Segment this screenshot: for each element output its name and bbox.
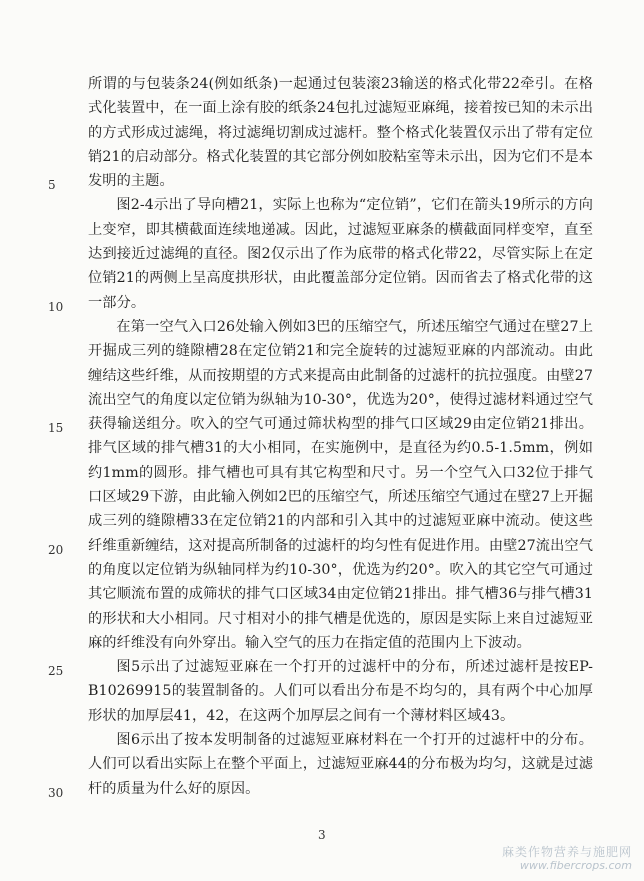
watermark-url: www.fibercrops.com bbox=[519, 859, 632, 872]
paragraph-1: 所谓的与包装条24(例如纸条)一起通过包装滚23输送的格式化带22牵引。在格式化装置中，在一面上涂有胶的纸条24包扎过滤短亚麻绳，接着按已知的未示出的方式形成过滤绳，将过滤绳切割成过滤杆。整个格式化装置仅示出了带有定位销21的启动部分。格式化装置的其它部分例如胶粘室等未示出，因为它们不是本发明的主题。 bbox=[88, 76, 593, 190]
line-number-15: 15 bbox=[48, 421, 64, 435]
line-number-30: 30 bbox=[48, 786, 64, 800]
paragraph-5: 图6示出了按本发明制备的过滤短亚麻材料在一个打开的过滤杆中的分布。人们可以看出实际上在整个平面上，过滤短亚麻44的分布极为均匀，这就是过滤杆的质量为什么好的原因。 bbox=[88, 732, 593, 797]
body-text bbox=[88, 72, 593, 801]
line-number-25: 25 bbox=[48, 664, 64, 678]
line-number-20: 20 bbox=[48, 543, 64, 557]
watermark-text: 麻类作物营养与施肥网 bbox=[501, 845, 632, 859]
paragraph-3: 在第一空气入口26处输入例如3巴的压缩空气，所述压缩空气通过在壁27上开掘成三列的缝隙槽28在定位销21和完全旋转的过滤短亚麻的内部流动。由此缠结这些纤维，从而按期望的方式来提高由此制备的过滤杆的抗拉强度。由壁27流出空气的角度以定位销为纵轴为10-30°，优选为20°，使得过滤材料通过空气获得输送组分。吹入的空气可通过筛状构型的排气口区域29由定位销21排出。排气区域的排气槽31的大小相同，在实施例中，是直径为约0.5-1.5mm，例如约1mm的圆形。排气槽也可具有其它构型和尺寸。另一个空气入口32位于排气口区域29下游，由此输入例如2巴的压缩空气，所述压缩空气通过在壁27上开掘成三列的缝隙槽33在定位销21的内部和引入其中的过滤短亚麻中流动。使这些纤维重新缠结，这对提高所制备的过滤杆的均匀性有促进作用。由壁27流出空气的角度以定位销为纵轴同样为约10-30°，优选为约20°。吹入的其它空气可通过其它顺流布置的成筛状的排气口区域34由定位销21排出。排气槽36与排气槽31的形状和大小相同。尺寸相对小的排气槽是优选的，原因是实际上来自过滤短亚麻的纤维没有向外穿出。输入空气的压力在指定值的范围内上下波动。 bbox=[88, 318, 593, 651]
line-number-10: 10 bbox=[48, 300, 64, 314]
page-number: 3 bbox=[318, 828, 326, 842]
paragraph-2: 图2-4示出了导向槽21，实际上也称为“定位销”，它们在箭头19所示的方向上变窄，即其横截面连续地递减。因此，过滤短亚麻条的横截面同样变窄，直至达到接近过滤绳的直径。图2仅示出了作为底带的格式化带22，尽管实际上在定位销21的两侧上呈高度拱形状，由此覆盖部分定位销。因而省去了格式化带的这一部分。 bbox=[88, 197, 593, 311]
line-number-5: 5 bbox=[48, 178, 56, 192]
site-watermark bbox=[502, 845, 632, 873]
paragraph-4: 图5示出了过滤短亚麻在一个打开的过滤杆中的分布，所述过滤杆是按EP-B10269915的装置制备的。人们可以看出分布是不均匀的，具有两个中心加厚形状的加厚层41，42，在这两个加厚层之间有一个薄材料区域43。 bbox=[88, 659, 593, 724]
